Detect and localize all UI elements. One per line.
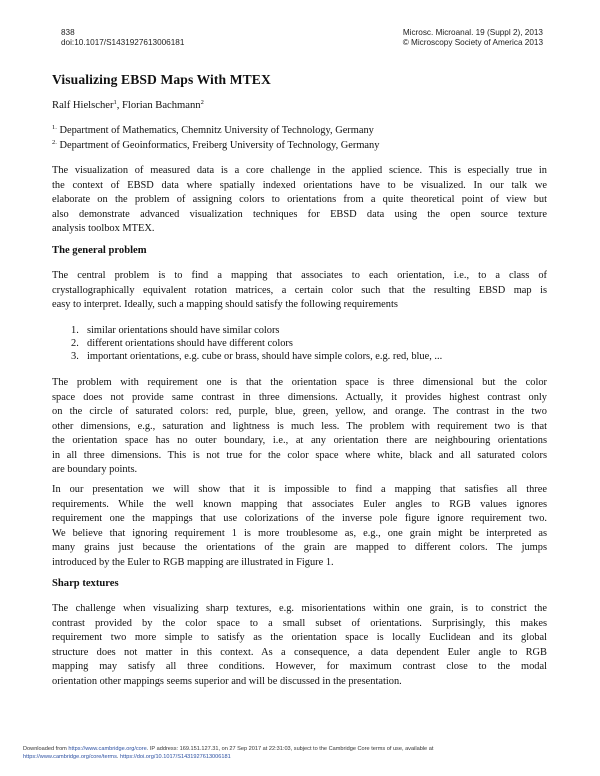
doi: doi:10.1017/S1431927613006181 — [61, 38, 185, 47]
affiliation-1-text: Department of Mathematics, Chemnitz University of Technology, Germany — [59, 125, 374, 136]
text-line: the orientation space has no outer boundary, i.e., at any orientation there are neighbouring orientations — [52, 435, 547, 446]
list-item-number: 2. — [71, 338, 79, 349]
terms-link[interactable]: https://www.cambridge.org/core/terms — [23, 754, 117, 760]
text-line: in all three dimensions. This is not true for the color space where white, black and all saturated colors — [52, 449, 547, 461]
text-line: other dimensions, e.g., saturation and lightness is much less. The problem with requirement two is that — [52, 420, 547, 432]
paper-title: Visualizing EBSD Maps With MTEX — [52, 72, 271, 87]
footer-prefix: Downloaded from — [23, 746, 69, 752]
text-line: space does not provide same contrast in three dimensions. Actually, it provides highest contrast only — [52, 391, 547, 403]
author-list — [52, 100, 204, 111]
list-item — [71, 350, 442, 363]
list-item-text: important orientations, e.g. cube or brass, should have simple colors, e.g. red, blue, ... — [87, 351, 443, 362]
text-line: are boundary points. — [52, 464, 138, 475]
text-line: requirement two more simple to satisfy as the orientation space is locally Euclidean and its global — [52, 632, 547, 643]
text-line: requirements. While the well known mapping that associates Euler angles to RGB values ignores — [52, 498, 547, 510]
text-line: The challenge when visualizing sharp textures, e.g. misorientations within one grain, is to constrict the — [52, 603, 547, 614]
author-2: Florian Bachmann — [122, 100, 201, 111]
list-item-number: 3. — [71, 351, 79, 362]
footer-line-2 — [23, 753, 433, 761]
author-2-sup: 2 — [200, 99, 204, 106]
affiliation-2 — [52, 138, 379, 153]
list-item-text: similar orientations should have similar colors — [87, 325, 280, 336]
text-line: requirement one the mappings that use colorizations of the inverse pole figure ignore requirement two. — [52, 513, 547, 524]
text-line: introduced by the Euler to RGB mapping are illustrated in Figure 1. — [52, 556, 334, 568]
text-line: crystallographically equivalent rotation matrices, a certain color such that the resulting EBSD map is — [52, 284, 547, 296]
text-line: contrast provided by the color space to a small subset of orientations. Surprisingly, this makes — [52, 617, 547, 629]
text-line: mapping may satisfy all three conditions. However, for maximum contrast close to the modal — [52, 661, 547, 672]
author-1-sup: 1 — [113, 99, 117, 106]
intro-paragraph — [52, 164, 547, 237]
text-line: easy to interpret. Ideally, such a mapping should satisfy the following requirements — [52, 299, 398, 310]
running-header-right — [403, 28, 543, 48]
footer-line-1 — [23, 745, 433, 753]
copyright: © Microscopy Society of America 2013 — [402, 38, 543, 47]
sharp-textures-paragraph — [52, 602, 547, 689]
text-line: many grains just because the orientations of the grain are mapped to different colors. The jumps — [52, 542, 547, 553]
section-heading-sharp-textures: Sharp textures — [52, 578, 119, 589]
text-line: We believe that ignoring requirement 1 is more troublesome as, e.g., one grain might be interpreted as — [52, 527, 547, 539]
author-1: Ralf Hielscher — [52, 100, 114, 111]
section-heading-general-problem: The general problem — [52, 245, 147, 256]
affiliation-2-sup: 2. — [52, 139, 57, 146]
footer-ip-text: . IP address: 169.151.127.31, on 27 Sep 2017 at 22:31:03, subject to the Cambridge Core terms of use, available at — [146, 746, 434, 752]
affiliation-2-text: Department of Geoinformatics, Freiberg University of Technology, Germany — [59, 140, 380, 151]
page-number: 838 — [61, 28, 75, 37]
text-line: also demonstrate advanced visualization techniques for EBSD data using the open source texture — [52, 208, 547, 220]
affiliations — [52, 123, 379, 153]
general-problem-paragraph-2 — [52, 376, 547, 478]
text-line: The visualization of measured data is a core challenge in the applied science. This is especially true in — [52, 165, 547, 176]
cambridge-core-link[interactable]: https://www.cambridge.org/core — [68, 746, 147, 752]
text-line: elaborate on the problem of assigning colors to orientations from a quite theoretical point of view but — [52, 194, 547, 205]
text-line: structure does not matter in this context. As a consequence, a data dependent Euler angle to RGB — [52, 646, 547, 658]
text-line: the context of EBSD data where spatially indexed orientations have to be visualized. In our talk we — [52, 179, 547, 191]
running-header-left — [61, 28, 184, 48]
general-problem-paragraph-1 — [52, 269, 547, 313]
author-separator: , — [116, 100, 123, 111]
text-line: The problem with requirement one is that the orientation space is three dimensional but the color — [52, 377, 547, 388]
text-line: In our presentation we will show that it is impossible to find a mapping that satisfies all three — [52, 484, 547, 495]
list-item — [71, 324, 442, 337]
list-item-number: 1. — [71, 325, 79, 336]
doi-link[interactable]: https://doi.org/10.1017/S1431927613006181 — [120, 754, 231, 760]
footer-separator: . — [116, 754, 120, 760]
text-line: analysis toolbox MTEX. — [52, 223, 155, 234]
list-item-text: different orientations should have different colors — [87, 338, 293, 349]
journal-citation: Microsc. Microanal. 19 (Suppl 2), 2013 — [402, 28, 543, 37]
text-line: The central problem is to find a mapping that associates to each orientation, i.e., to a class of — [52, 270, 547, 281]
text-line: orientation other mappings seems superior and will be discussed in the presentation. — [52, 675, 402, 687]
requirements-list — [71, 324, 442, 363]
text-line: on the circle of saturated colors: red, purple, blue, green, yellow, and orange. The contrast in the two — [52, 406, 547, 417]
affiliation-1 — [52, 123, 379, 138]
affiliation-1-sup: 1. — [52, 124, 57, 131]
general-problem-paragraph-3 — [52, 483, 547, 570]
download-footer — [23, 745, 433, 761]
list-item — [71, 337, 442, 350]
